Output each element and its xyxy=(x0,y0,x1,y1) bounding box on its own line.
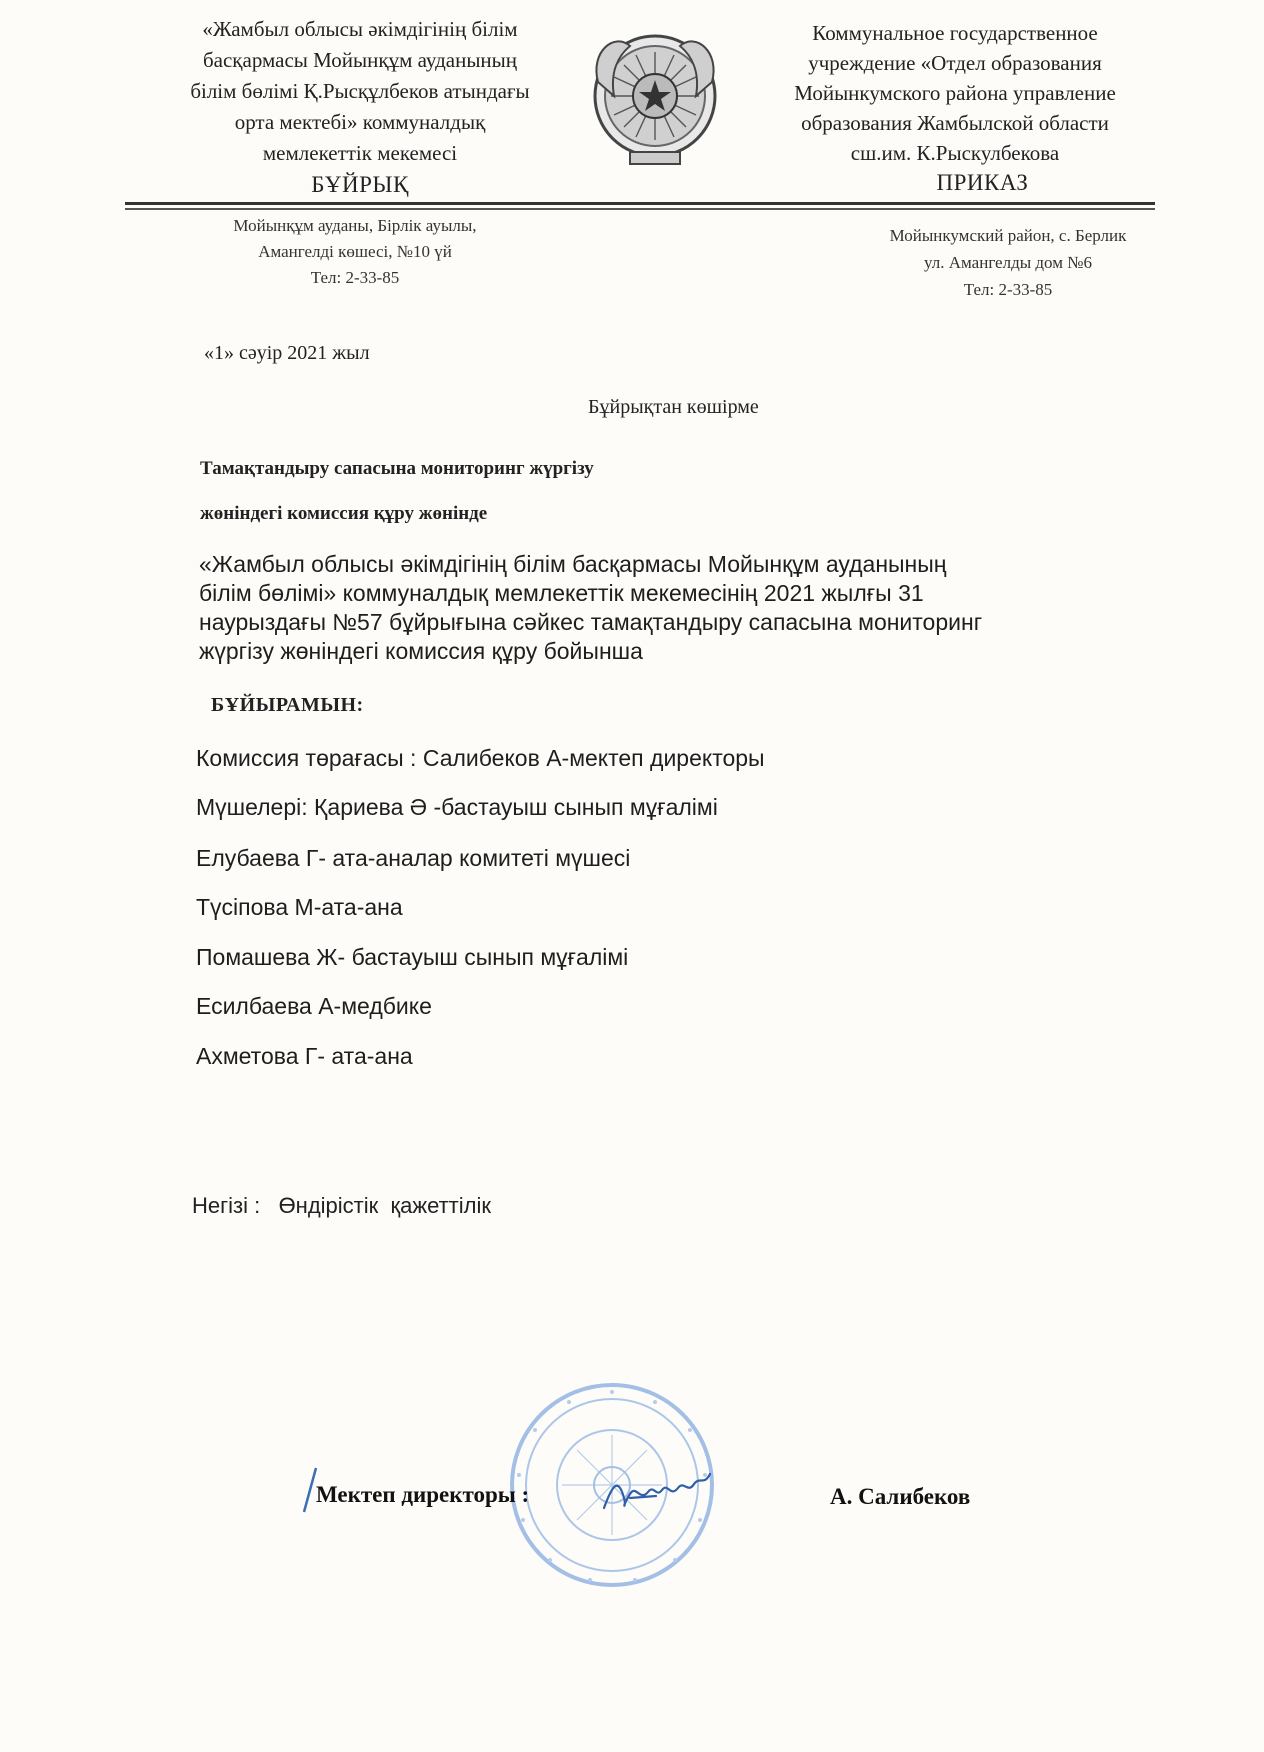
body-line: жүргізу жөніндегі комиссия құру бойынша xyxy=(199,638,643,664)
address-line: Тел: 2-33-85 xyxy=(310,268,400,287)
header-divider xyxy=(125,202,1155,205)
state-emblem-icon xyxy=(584,22,726,174)
copy-title: Бұйрықтан көшірме xyxy=(588,396,759,418)
header-left-line: басқармасы Мойынқұм ауданының xyxy=(202,48,518,72)
address-right xyxy=(858,222,1158,303)
body-line: білім бөлімі» коммуналдық мемлекеттік мекемесінің 2021 жылғы 31 xyxy=(199,580,924,606)
member-line: Елубаева Г- ата-аналар комитеті мүшесі xyxy=(196,845,631,871)
header-left-line: орта мектебі» коммуналдық xyxy=(234,110,486,134)
address-line: Тел: 2-33-85 xyxy=(963,280,1053,299)
handwritten-signature-icon xyxy=(600,1468,720,1516)
subject-line: жөніндегі комиссия құру жөнінде xyxy=(200,503,488,524)
document-date: «1» сәуір 2021 жыл xyxy=(204,342,370,364)
member-line: Ахметова Г- ата-ана xyxy=(196,1043,413,1069)
basis-line: Негізі : Өндірістік қажеттілік xyxy=(192,1193,491,1218)
address-left xyxy=(190,213,520,291)
subject-line: Тамақтандыру сапасына мониторинг жүргізу xyxy=(200,458,594,479)
member-line: Комиссия төрағасы : Салибеков А-мектеп директоры xyxy=(196,745,765,771)
signer-name: А. Салибеков xyxy=(830,1484,971,1509)
header-divider xyxy=(125,208,1155,210)
address-line: Амангелді көшесі, №10 үй xyxy=(258,242,452,261)
member-line: Түсіпова М-ата-ана xyxy=(196,894,403,920)
address-line: Мойынқұм ауданы, Бірлік ауылы, xyxy=(233,216,477,235)
member-line: Мүшелері: Қариева Ә -бастауыш сынып мұғалімі xyxy=(196,794,718,820)
header-right-line: сш.им. К.Рыскулбекова xyxy=(850,141,1060,165)
address-line: Мойынкумский район, с. Берлик xyxy=(889,226,1127,245)
body-paragraph xyxy=(199,550,1129,666)
header-right-line: образования Жамбылской области xyxy=(801,111,1109,135)
header-right-title: ПРИКАЗ xyxy=(936,170,1029,195)
header-right-russian xyxy=(755,18,1155,198)
header-left-title: БҰЙРЫҚ xyxy=(311,172,409,197)
member-line: Помашева Ж- бастауыш сынып мұғалімі xyxy=(196,944,629,970)
header-right-line: Мойынкумского района управление xyxy=(794,81,1116,105)
header-left-line: «Жамбыл облысы әкімдігінің білім xyxy=(202,17,518,41)
header-left-kazakh xyxy=(140,14,580,200)
address-line: ул. Амангелды дом №6 xyxy=(924,253,1092,272)
signature-label: Мектеп директоры : xyxy=(316,1482,530,1507)
header-left-line: мемлекеттік мекемесі xyxy=(262,141,458,165)
header-right-line: учреждение «Отдел образования xyxy=(808,51,1102,75)
header-left-line: білім бөлімі Қ.Рысқұлбеков атындағы xyxy=(190,79,530,103)
header-right-line: Коммунальное государственное xyxy=(812,21,1098,45)
body-line: наурыздағы №57 бұйрығына сәйкес тамақтандыру сапасына мониторинг xyxy=(199,609,983,635)
body-line: «Жамбыл облысы әкімдігінің білім басқармасы Мойынқұм ауданының xyxy=(199,551,947,577)
order-word: БҰЙЫРАМЫН: xyxy=(211,694,364,716)
member-line: Есилбаева А-медбике xyxy=(196,993,432,1019)
